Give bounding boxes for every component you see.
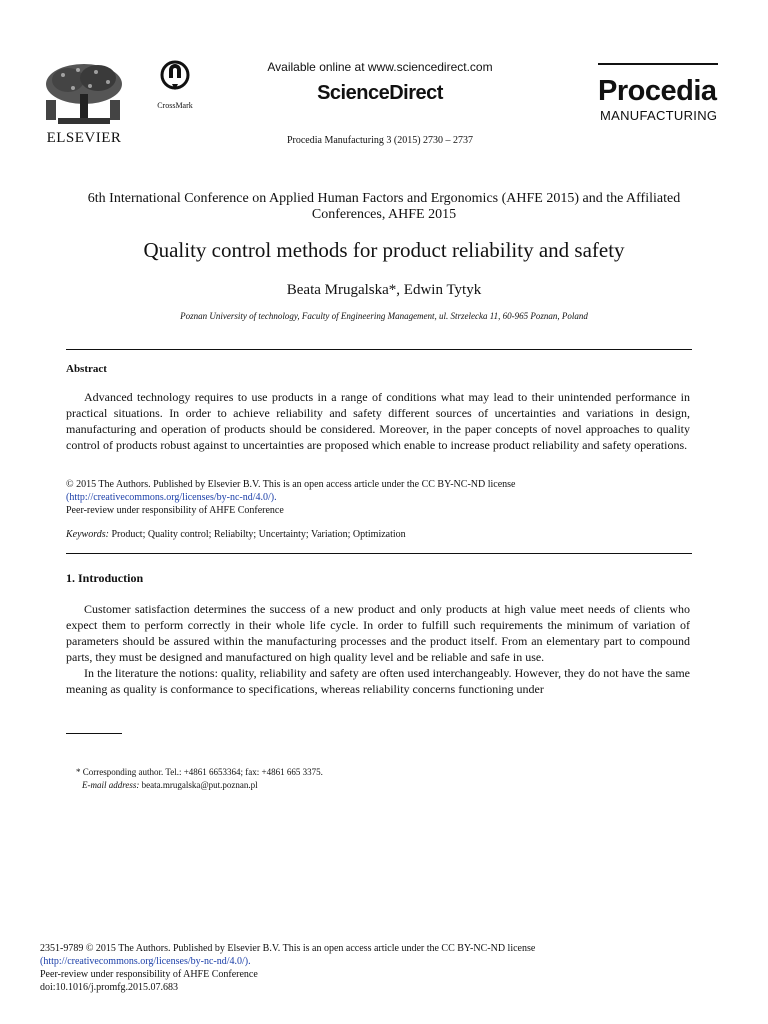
procedia-rule <box>598 63 718 65</box>
procedia-subtitle: MANUFACTURING <box>600 108 718 123</box>
paper-authors: Beata Mrugalska*, Edwin Tytyk <box>286 282 482 298</box>
author-email[interactable]: beata.mrugalska@put.poznan.pl <box>141 780 258 790</box>
intro-paragraph-2: In the literature the notions: quality, reliability and safety are often used interchangeably. However, they do not have the same meaning as quality is conformance to specifications, whereas reliability concerns functioning under <box>66 666 690 696</box>
intro-paragraph-1: Customer satisfaction determines the success of a new product and only products at high value meet needs of clients who expect them to perform correctly in their whole life cycle. In order to fulfill such requirements the minimum of variation of parameters should be assured within the manufacturing processes and the product itself. From an elementary part to compound parts, they must be designed and manufactured on high quality level and be reliable and safe in use. <box>66 602 690 664</box>
sciencedirect-logo: ScienceDirect <box>317 82 443 104</box>
abstract-paragraph: Advanced technology requires to use products in a range of conditions what may lead to their unintended performance in practical situations. In order to achieve reliability and safety different sources of uncertainties and variations in design, manufacturing and operation of products should be considered. Moreover, in the paper concepts of novel approaches to quality control of products robust against to uncertainties are proposed which enable to increase product reliability and safety operations. <box>66 390 690 452</box>
procedia-logo: Procedia <box>598 75 717 107</box>
keywords-line <box>66 528 690 541</box>
divider <box>66 349 692 350</box>
abstract-heading: Abstract <box>66 363 107 375</box>
author-affiliation: Poznan University of technology, Faculty of Engineering Management, ul. Strzelecka 11, 60-965 Poznan, Poland <box>180 311 588 321</box>
introduction-body <box>66 601 690 697</box>
doi[interactable]: doi:10.1016/j.promfg.2015.07.683 <box>40 982 179 993</box>
publisher-name: ELSEVIER <box>46 130 122 146</box>
keywords-label: Keywords: <box>66 529 109 540</box>
corresponding-author: * Corresponding author. Tel.: +4861 6653364; fax: +4861 665 3375. <box>76 767 323 777</box>
journal-reference: Procedia Manufacturing 3 (2015) 2730 – 2737 <box>286 135 474 146</box>
peer-review-line: Peer-review under responsibility of AHFE Conference <box>66 505 284 516</box>
copyright-line: © 2015 The Authors. Published by Elsevier B.V. This is an open access article under the CC BY-NC-ND license <box>66 479 516 490</box>
conference-name: 6th International Conference on Applied Human Factors and Ergonomics (AHFE 2015) and the Affiliated Conferences, AHFE 2015 <box>87 191 681 222</box>
crossmark-label: CrossMark <box>157 101 193 110</box>
footer-peer-review: Peer-review under responsibility of AHFE Conference <box>40 969 258 980</box>
issn-copyright: 2351-9789 © 2015 The Authors. Published by Elsevier B.V. This is an open access article under the CC BY-NC-ND license <box>40 943 536 954</box>
footnote <box>76 766 323 792</box>
page-footer <box>40 942 740 994</box>
section-heading-introduction: 1. Introduction <box>66 571 144 585</box>
crossmark-icon <box>160 60 190 94</box>
footer-license-link[interactable]: (http://creativecommons.org/licenses/by-nc-nd/4.0/). <box>40 956 251 967</box>
keywords-list: Product; Quality control; Reliabilty; Uncertainty; Variation; Optimization <box>111 529 406 540</box>
email-label: E-mail address: <box>82 780 140 790</box>
divider <box>66 553 692 554</box>
footnote-rule <box>66 733 122 734</box>
license-link[interactable]: (http://creativecommons.org/licenses/by-nc-nd/4.0/). <box>66 492 277 503</box>
crossmark-badge[interactable] <box>150 60 200 110</box>
copyright-block <box>66 478 690 517</box>
paper-title: Quality control methods for product reliability and safety <box>143 238 625 262</box>
available-online-text: Available online at www.sciencedirect.com <box>267 60 493 74</box>
abstract-body <box>66 389 690 453</box>
